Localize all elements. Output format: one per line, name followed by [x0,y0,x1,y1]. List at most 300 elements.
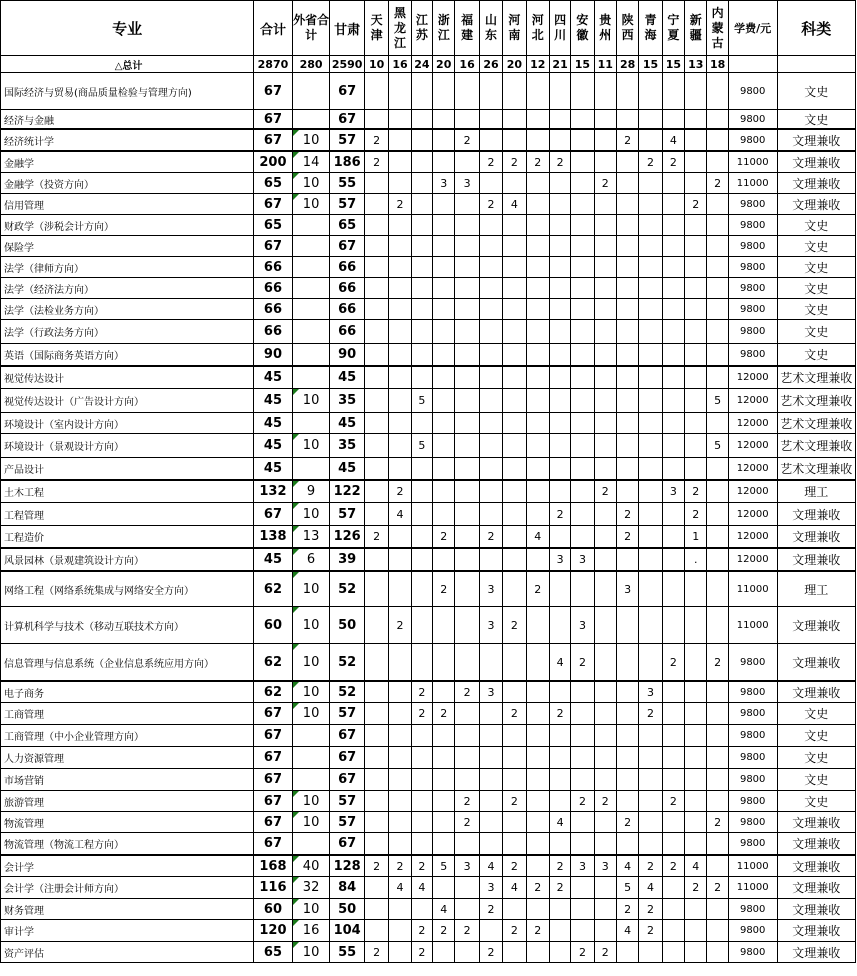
province-cell [433,791,455,812]
province-cell: 2 [571,644,594,682]
major-cell: 保险学 [1,236,254,257]
gansu-cell: 57 [330,812,365,833]
province-cell [662,548,684,571]
province-cell [411,458,432,481]
province-cell: 4 [389,503,411,526]
province-cell [503,278,526,299]
out-total-value: 10 [302,814,320,830]
province-cell [455,725,479,747]
category-cell: 艺术文理兼收 [777,366,855,389]
province-cell [662,877,684,899]
header-province: 福建 [455,1,479,56]
province-cell: 2 [616,129,638,151]
category-cell: 文史 [777,278,855,299]
totals-province: 18 [707,56,728,73]
province-cell [616,548,638,571]
province-cell: 2 [433,526,455,549]
header-province: 江苏 [411,1,432,56]
province-cell [571,681,594,703]
header-gansu: 甘肃 [330,1,365,56]
gansu-cell: 45 [330,366,365,389]
category-cell: 文理兼收 [777,151,855,173]
province-cell [549,110,570,130]
province-cell [526,747,549,769]
province-cell [479,703,502,725]
province-cell [549,571,570,607]
major-cell: 市场营销 [1,769,254,791]
province-cell: 4 [411,877,432,899]
province-cell [411,747,432,769]
category-cell: 文史 [777,320,855,344]
out-total-value: 10 [302,793,320,809]
province-cell: 2 [433,571,455,607]
out-total-cell [292,257,330,278]
province-cell [571,877,594,899]
province-cell: 2 [526,920,549,942]
province-cell [549,236,570,257]
fee-cell: 11000 [728,855,777,877]
header-province: 河南 [503,1,526,56]
province-cell [455,747,479,769]
table-row [1,278,856,299]
table-row [1,812,856,833]
province-cell [707,129,728,151]
fee-cell: 11000 [728,607,777,644]
province-cell [616,278,638,299]
gansu-cell: 66 [330,320,365,344]
gansu-cell: 57 [330,791,365,812]
province-cell [364,644,388,682]
province-cell [479,278,502,299]
category-cell: 文理兼收 [777,812,855,833]
province-cell [364,791,388,812]
province-cell [526,278,549,299]
province-cell [707,236,728,257]
out-total-cell [292,548,330,571]
out-total-value: 10 [302,132,320,148]
province-cell [364,877,388,899]
out-total-cell [292,73,330,110]
province-cell: 4 [503,877,526,899]
out-total-value: 10 [302,684,320,700]
province-cell [594,747,616,769]
category-cell: 艺术文理兼收 [777,434,855,458]
province-cell [364,236,388,257]
fee-cell: 9800 [728,110,777,130]
province-cell [526,607,549,644]
province-cell: 5 [411,389,432,413]
province-cell [389,413,411,434]
gansu-cell: 35 [330,389,365,413]
cell-marker-icon [293,572,299,578]
out-total-value: 10 [302,506,320,522]
province-cell: 2 [455,920,479,942]
category-cell: 文理兼收 [777,526,855,549]
province-cell [594,194,616,215]
total-cell: 138 [254,526,293,549]
province-cell: 2 [503,607,526,644]
province-cell: 2 [503,855,526,877]
province-cell: 3 [455,855,479,877]
out-total-value: 10 [302,175,320,191]
province-cell [364,194,388,215]
province-cell: 2 [639,151,662,173]
province-cell [479,299,502,320]
province-cell [503,215,526,236]
gansu-cell: 122 [330,480,365,503]
province-cell [685,791,707,812]
totals-province: 15 [571,56,594,73]
province-cell [526,791,549,812]
total-cell: 62 [254,681,293,703]
out-total-cell [292,747,330,769]
gansu-cell: 126 [330,526,365,549]
province-cell: 2 [411,703,432,725]
out-total-value: 10 [302,654,320,670]
category-cell: 文史 [777,110,855,130]
fee-cell: 9800 [728,942,777,963]
province-cell [571,389,594,413]
category-cell: 文理兼收 [777,681,855,703]
province-cell: 3 [662,480,684,503]
province-cell [685,110,707,130]
cell-marker-icon [293,682,299,688]
table-row [1,747,856,769]
province-cell: 2 [389,855,411,877]
province-cell [433,151,455,173]
province-cell [455,769,479,791]
province-cell [455,526,479,549]
province-cell: 2 [503,791,526,812]
total-cell: 67 [254,769,293,791]
province-cell [433,344,455,367]
table-row [1,877,856,899]
province-cell [411,791,432,812]
province-cell [479,769,502,791]
province-cell [707,791,728,812]
province-cell [549,681,570,703]
gansu-cell: 66 [330,278,365,299]
province-cell [707,607,728,644]
major-cell: 产品设计 [1,458,254,481]
province-cell: 2 [503,703,526,725]
province-cell [433,877,455,899]
header-province: 陕西 [616,1,638,56]
province-cell [707,920,728,942]
out-total-cell [292,942,330,963]
province-cell: 2 [662,644,684,682]
province-cell [526,769,549,791]
province-cell [616,942,638,963]
out-total-value: 9 [306,484,316,499]
province-cell [685,769,707,791]
province-cell [685,299,707,320]
province-cell [503,366,526,389]
total-cell: 67 [254,110,293,130]
province-cell [571,480,594,503]
province-cell [411,526,432,549]
province-cell [411,194,432,215]
gansu-cell: 67 [330,747,365,769]
total-cell: 62 [254,644,293,682]
province-cell [685,366,707,389]
province-cell [571,458,594,481]
province-cell [594,681,616,703]
province-cell: 5 [411,434,432,458]
province-cell [433,320,455,344]
province-cell [571,299,594,320]
province-cell [526,299,549,320]
table-row [1,257,856,278]
province-cell: 2 [433,703,455,725]
province-cell [389,833,411,856]
cell-marker-icon [293,607,299,613]
province-cell [433,681,455,703]
province-cell [571,110,594,130]
province-cell [549,434,570,458]
province-cell [707,480,728,503]
province-cell: 2 [455,681,479,703]
fee-cell: 12000 [728,389,777,413]
category-cell: 文史 [777,344,855,367]
out-total-value: 10 [302,393,320,408]
province-cell [639,434,662,458]
province-cell [389,942,411,963]
province-cell [549,413,570,434]
province-cell [616,791,638,812]
province-cell: 2 [364,942,388,963]
gansu-cell: 84 [330,877,365,899]
province-cell [662,73,684,110]
major-cell: 法学（法检业务方向） [1,299,254,320]
major-cell: 法学（律师方向） [1,257,254,278]
province-cell [616,725,638,747]
province-cell [685,571,707,607]
province-cell [411,129,432,151]
out-total-value: 10 [302,944,320,960]
gansu-cell: 65 [330,215,365,236]
province-cell [639,257,662,278]
province-cell [455,503,479,526]
province-cell [616,320,638,344]
province-cell [662,389,684,413]
province-cell [707,747,728,769]
table-row [1,73,856,110]
fee-cell: 9800 [728,703,777,725]
province-cell [433,366,455,389]
province-cell [707,571,728,607]
province-cell [616,769,638,791]
category-cell: 文理兼收 [777,644,855,682]
province-cell [616,458,638,481]
province-cell [685,434,707,458]
province-cell [433,644,455,682]
province-cell [411,769,432,791]
province-cell [455,110,479,130]
header-province: 内蒙古 [707,1,728,56]
province-cell [571,278,594,299]
province-cell [389,812,411,833]
province-cell [411,320,432,344]
province-cell [662,725,684,747]
gansu-cell: 57 [330,194,365,215]
gansu-cell: 52 [330,644,365,682]
province-cell [594,434,616,458]
fee-cell: 9800 [728,257,777,278]
totals-province: 26 [479,56,502,73]
category-cell: 文理兼收 [777,877,855,899]
province-cell [639,791,662,812]
province-cell [503,413,526,434]
province-cell [662,434,684,458]
province-cell [364,434,388,458]
gansu-cell: 50 [330,899,365,920]
fee-cell: 9800 [728,899,777,920]
total-cell: 67 [254,236,293,257]
province-cell [549,257,570,278]
province-cell [685,899,707,920]
province-cell [594,236,616,257]
province-cell [411,73,432,110]
category-cell: 文理兼收 [777,194,855,215]
cell-marker-icon [293,791,299,797]
fee-cell: 12000 [728,366,777,389]
province-cell [707,855,728,877]
province-cell [639,413,662,434]
province-cell [685,607,707,644]
province-cell: 2 [549,877,570,899]
province-cell: 3 [479,607,502,644]
province-cell [411,644,432,682]
table-row [1,791,856,812]
header-province: 新疆 [685,1,707,56]
province-cell: 2 [662,791,684,812]
province-cell [433,812,455,833]
province-cell: 2 [526,877,549,899]
province-cell [616,413,638,434]
province-cell [433,129,455,151]
province-cell [549,299,570,320]
province-cell: 2 [526,571,549,607]
table-row [1,703,856,725]
province-cell [685,151,707,173]
province-cell [685,920,707,942]
category-cell: 艺术文理兼收 [777,389,855,413]
province-cell [594,877,616,899]
out-total-value: 10 [302,617,320,633]
province-cell [364,899,388,920]
province-cell [594,571,616,607]
gansu-cell: 128 [330,855,365,877]
province-cell: 4 [662,129,684,151]
province-cell [571,571,594,607]
out-total-value: 14 [302,154,320,170]
major-cell: 财务管理 [1,899,254,920]
province-cell [526,110,549,130]
province-cell: 2 [549,503,570,526]
province-cell [639,769,662,791]
province-cell [503,458,526,481]
province-cell: 2 [549,151,570,173]
province-cell [455,151,479,173]
fee-cell: 9800 [728,833,777,856]
province-cell [455,236,479,257]
province-cell [707,458,728,481]
province-cell [455,833,479,856]
province-cell [364,389,388,413]
province-cell [662,299,684,320]
province-cell [594,526,616,549]
out-total-cell [292,215,330,236]
province-cell [549,73,570,110]
totals-province: 13 [685,56,707,73]
province-cell [411,503,432,526]
category-cell: 文理兼收 [777,607,855,644]
province-cell [571,215,594,236]
cell-marker-icon [293,856,299,862]
table-row [1,458,856,481]
province-cell [616,194,638,215]
province-cell [389,151,411,173]
header-total: 合计 [254,1,293,56]
province-cell [503,73,526,110]
province-cell [503,548,526,571]
total-cell: 65 [254,942,293,963]
out-total-cell [292,526,330,549]
gansu-cell: 50 [330,607,365,644]
major-cell: 资产评估 [1,942,254,963]
out-total-cell [292,571,330,607]
province-cell [594,769,616,791]
province-cell: 3 [549,548,570,571]
total-cell: 45 [254,389,293,413]
province-cell [411,899,432,920]
province-cell [685,129,707,151]
province-cell: 2 [571,942,594,963]
province-cell [503,747,526,769]
province-cell: 2 [479,194,502,215]
out-total-cell [292,503,330,526]
province-cell [662,526,684,549]
province-cell [594,299,616,320]
major-cell: 法学（行政法务方向） [1,320,254,344]
province-cell: 3 [479,681,502,703]
province-cell [479,320,502,344]
province-cell [411,725,432,747]
out-total-cell [292,278,330,299]
province-cell [455,320,479,344]
total-cell: 116 [254,877,293,899]
table-row [1,571,856,607]
category-cell: 文理兼收 [777,899,855,920]
province-cell [594,833,616,856]
province-cell: 2 [707,877,728,899]
province-cell [685,73,707,110]
fee-cell: 9800 [728,344,777,367]
out-total-cell [292,320,330,344]
province-cell [389,320,411,344]
province-cell [389,366,411,389]
province-cell [549,526,570,549]
province-cell [707,278,728,299]
province-cell [433,215,455,236]
totals-row [1,56,856,73]
province-cell [455,389,479,413]
province-cell: 2 [662,855,684,877]
totals-province: 24 [411,56,432,73]
province-cell [389,769,411,791]
province-cell [479,434,502,458]
